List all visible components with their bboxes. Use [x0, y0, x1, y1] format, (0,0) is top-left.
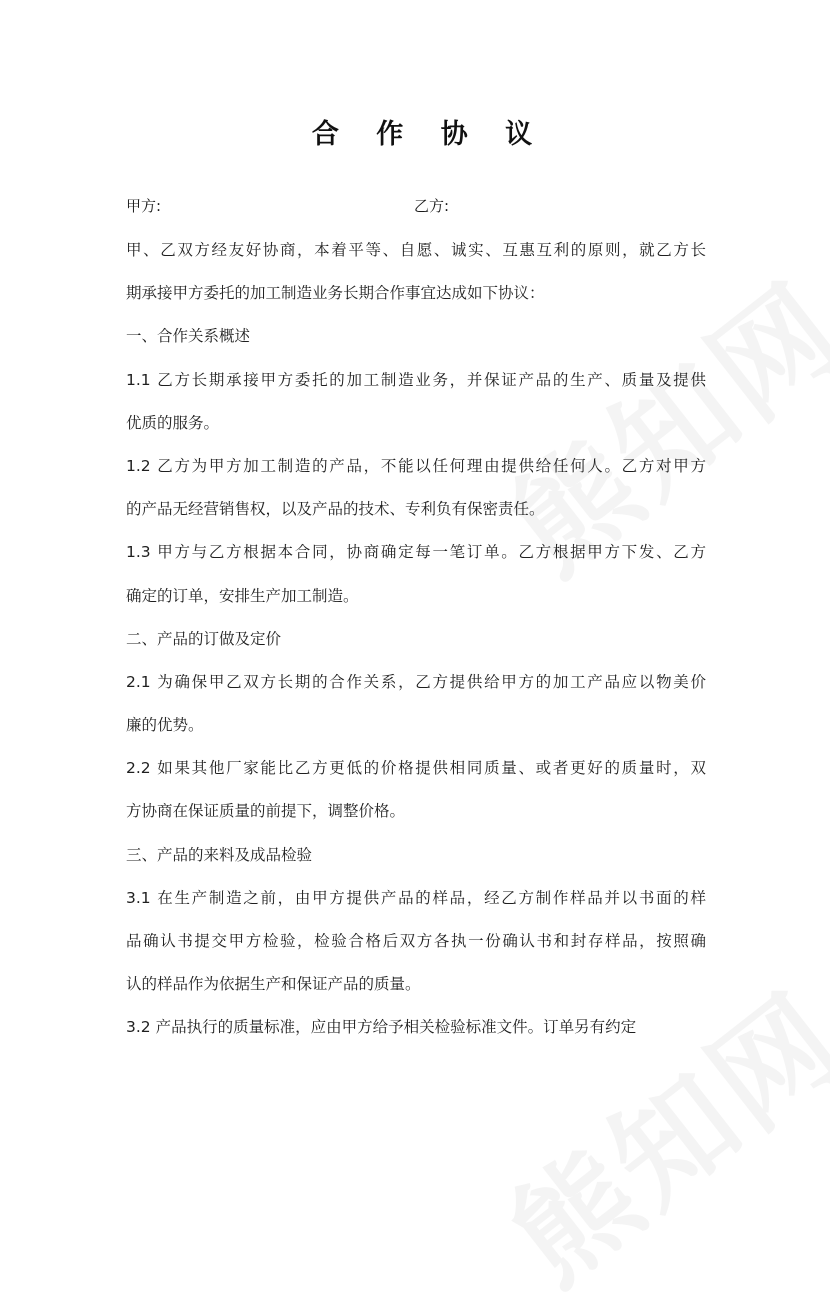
- text-line: 甲、乙双方经友好协商，本着平等、自愿、诚实、互惠互利的原则，就乙方长: [126, 241, 706, 259]
- party-a-label: 甲方:: [126, 197, 162, 215]
- party-b-label: 乙方:: [414, 197, 450, 215]
- text-line: 方协商在保证质量的前提下，调整价格。: [126, 802, 406, 821]
- text-line: 的产品无经营销售权，以及产品的技术、专利负有保密责任。: [126, 500, 545, 519]
- text-line: 一、合作关系概述: [126, 327, 251, 346]
- text-line: 1.2 乙方为甲方加工制造的产品，不能以任何理由提供给任何人。乙方对甲方: [126, 456, 706, 475]
- text-line: 优质的服务。: [126, 413, 220, 432]
- text-line: 三、产品的来料及成品检验: [126, 845, 313, 864]
- document-body: [126, 229, 706, 1050]
- text-line: 认的样品作为依据生产和保证产品的质量。: [126, 975, 421, 994]
- text-line: 二、产品的订做及定价: [126, 629, 282, 648]
- text-line: 2.1 为确保甲乙双方长期的合作关系，乙方提供给甲方的加工产品应以物美价: [126, 672, 706, 691]
- text-line: 3.1 在生产制造之前，由甲方提供产品的样品，经乙方制作样品并以书面的样: [126, 888, 706, 907]
- text-line: 品确认书提交甲方检验，检验合格后双方各执一份确认书和封存样品，按照确: [126, 932, 706, 950]
- text-line: 1.1 乙方长期承接甲方委托的加工制造业务，并保证产品的生产、质量及提供: [126, 370, 706, 389]
- text-line: 2.2 如果其他厂家能比乙方更低的价格提供相同质量、或者更好的质量时，双: [126, 759, 706, 778]
- text-line: 期承接甲方委托的加工制造业务长期合作事宜达成如下协议：: [126, 284, 545, 303]
- document-title: 合 作 协 议: [311, 119, 547, 150]
- text-line: 确定的订单，安排生产加工制造。: [126, 586, 359, 605]
- text-line: 廉的优势。: [126, 716, 204, 735]
- text-line: 3.2 产品执行的质量标准，应由甲方给予相关检验标准文件。订单另有约定: [126, 1018, 637, 1037]
- party-row: [126, 195, 706, 217]
- text-line: 1.3 甲方与乙方根据本合同，协商确定每一笔订单。乙方根据甲方下发、乙方: [126, 543, 706, 562]
